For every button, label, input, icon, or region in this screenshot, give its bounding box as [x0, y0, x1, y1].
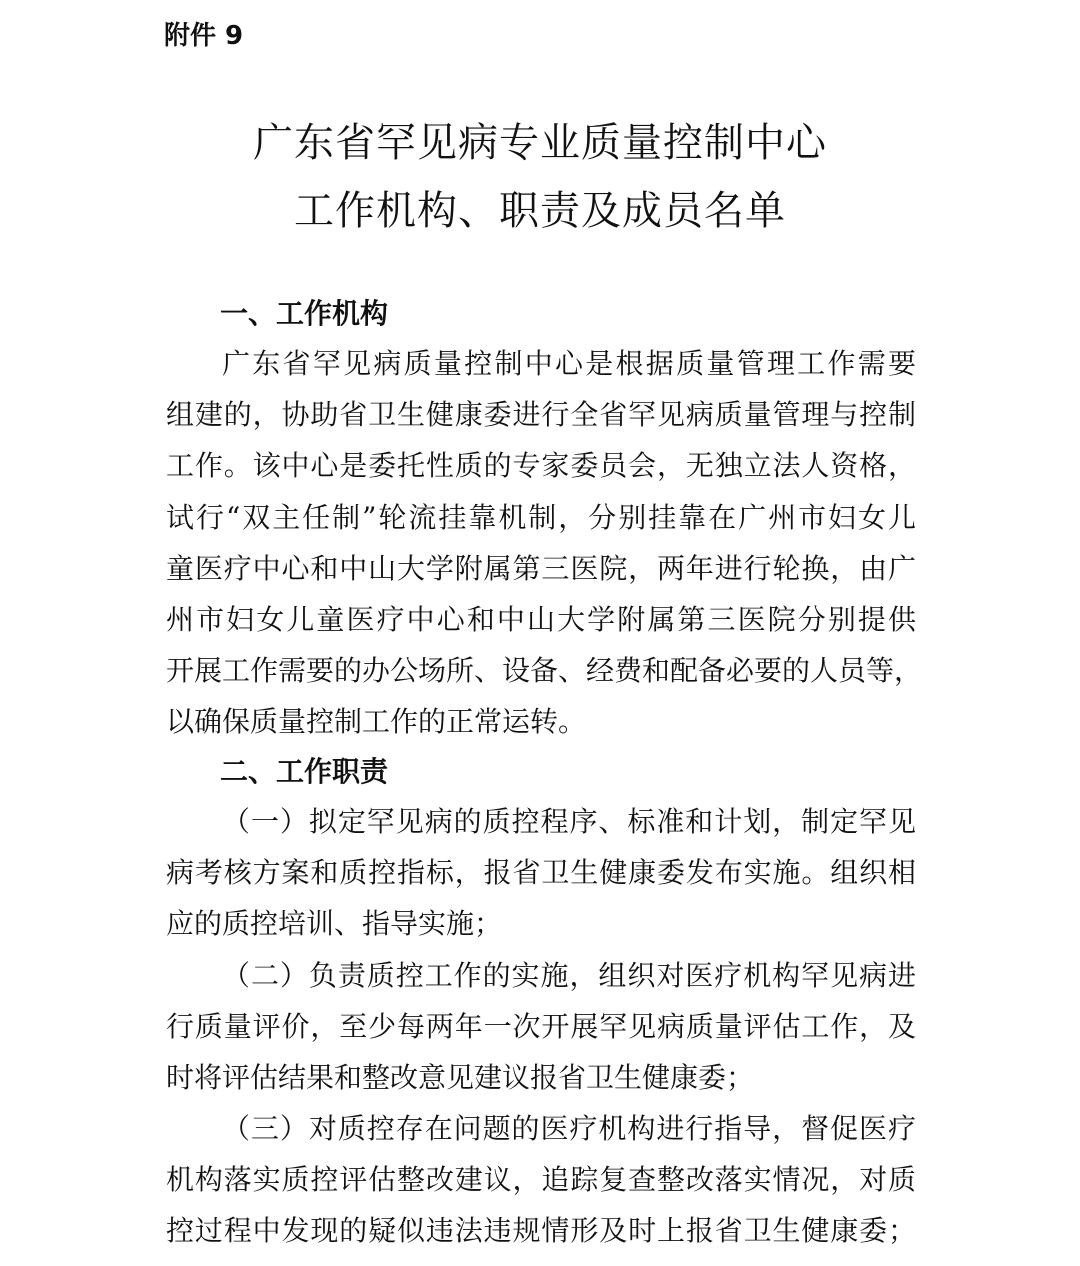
document-title-line-1: 广东省罕见病专业质量控制中心: [253, 120, 827, 166]
paragraph-line: （三）对质控存在问题的医疗机构进行指导，督促医疗: [222, 1112, 916, 1145]
paragraph-work-organization: [166, 338, 923, 748]
paragraph-line: 广东省罕见病质量控制中心是根据质量管理工作需要: [222, 347, 916, 380]
paragraph-line: 开展工作需要的办公场所、设备、经费和配备必要的人员等，: [166, 654, 923, 688]
document-title-line-2: 工作机构、职责及成员名单: [294, 188, 786, 234]
section-heading-work-organization: 一、工作机构: [220, 297, 389, 330]
paragraph-line: 试行“双主任制”轮流挂靠机制，分别挂靠在广州市妇女儿: [166, 500, 916, 534]
attachment-label: 附件 9: [164, 21, 244, 51]
section-heading-work-duties: 二、工作职责: [220, 755, 389, 788]
paragraph-duty-2: [166, 950, 916, 1104]
paragraph-line: 工作。该中心是委托性质的专家委员会，无独立法人资格，: [166, 449, 916, 483]
paragraph-duty-3: [166, 1103, 916, 1257]
paragraph-line: 时将评估结果和整改意见建议报省卫生健康委；: [166, 1061, 755, 1095]
paragraph-line: 病考核方案和质控指标，报省卫生健康委发布实施。组织相: [166, 856, 916, 890]
paragraph-line: （一）拟定罕见病的质控程序、标准和计划，制定罕见: [222, 805, 916, 838]
paragraph-line: 以确保质量控制工作的正常运转。: [166, 705, 587, 739]
paragraph-line: 应的质控培训、指导实施；: [166, 907, 503, 941]
paragraph-line: 机构落实质控评估整改建议，追踪复查整改落实情况，对质: [166, 1163, 916, 1197]
paragraph-line: （二）负责质控工作的实施，组织对医疗机构罕见病进: [222, 959, 916, 992]
paragraph-line: 组建的，协助省卫生健康委进行全省罕见病质量管理与控制: [166, 398, 916, 432]
paragraph-line: 童医疗中心和中山大学附属第三医院，两年进行轮换，由广: [166, 551, 916, 585]
paragraph-line: 控过程中发现的疑似违法违规情形及时上报省卫生健康委；: [166, 1214, 916, 1248]
paragraph-duty-1: [166, 796, 916, 950]
paragraph-line: 行质量评价，至少每两年一次开展罕见病质量评估工作，及: [166, 1010, 916, 1044]
paragraph-line: 州市妇女儿童医疗中心和中山大学附属第三医院分别提供: [166, 602, 916, 636]
